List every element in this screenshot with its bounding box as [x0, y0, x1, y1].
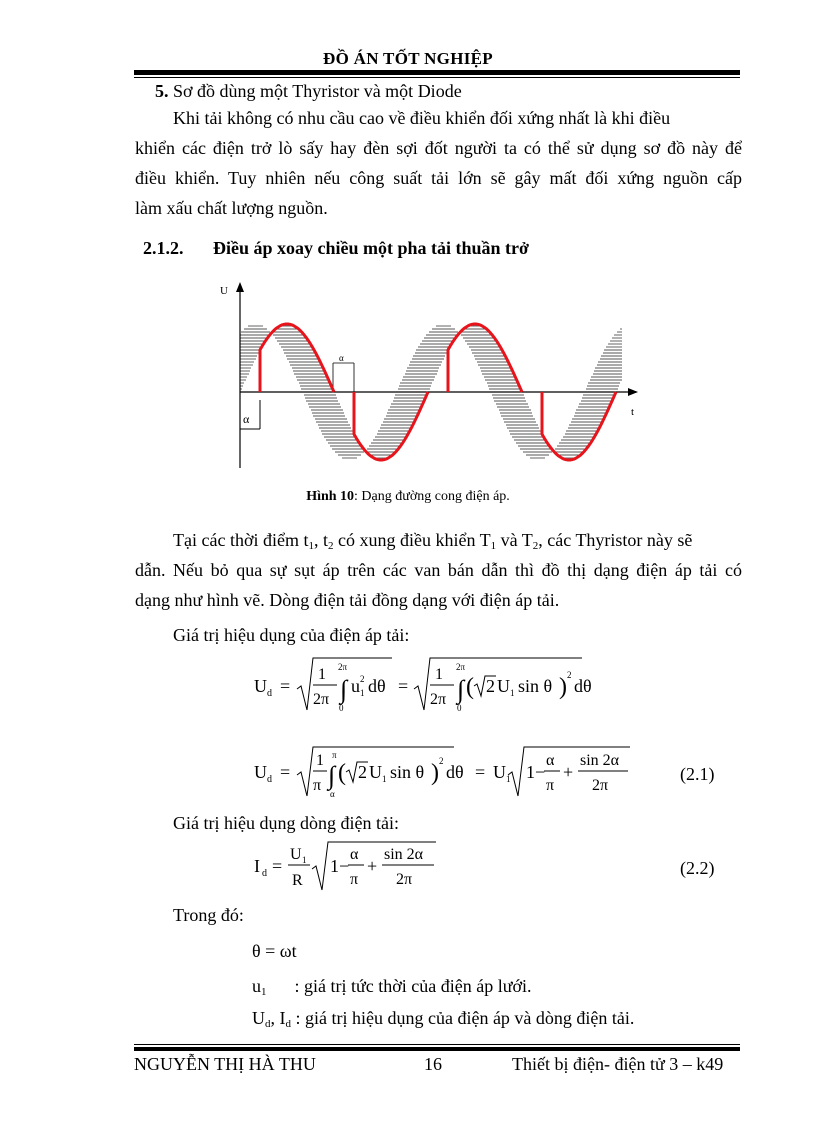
integral-upper-limit: 2π	[338, 662, 348, 672]
formula-symbol: U	[497, 676, 510, 696]
integral-lower-limit: 0	[457, 703, 462, 713]
subsection-title: Điều áp xoay chiều một pha tải thuần trở	[213, 238, 529, 258]
paragraph-1-line: Khi tải không có nhu cầu cao về điều khiển đối xứng nhất là khi điều	[173, 108, 671, 128]
formula-numerator: sin 2α	[384, 846, 424, 863]
alpha-label: α	[243, 412, 250, 426]
where-ud-id	[252, 1003, 634, 1033]
formula-paren-close: )	[431, 760, 439, 786]
integral-sign: ∫	[328, 761, 336, 790]
formula-symbol: U	[369, 762, 382, 782]
footer-author: NGUYỄN THỊ HÀ THU	[134, 1054, 316, 1074]
where-title: Trong đó:	[173, 905, 244, 925]
formula-numerator: α	[546, 752, 555, 769]
formula-symbol: U	[493, 762, 506, 782]
formula-subscript: 1	[302, 855, 307, 865]
alpha-marker-label: α	[339, 353, 344, 363]
formula-symbol: I	[254, 856, 260, 876]
formula-number: 2	[358, 762, 367, 782]
formula-dtheta: dθ	[446, 762, 464, 782]
t-axis-arrow	[628, 388, 638, 396]
formula-sin: sin θ	[390, 762, 425, 782]
u-axis-arrow	[236, 282, 244, 292]
formula-subscript: d	[267, 688, 272, 699]
subscript: 2	[532, 540, 539, 552]
subscript: 1	[308, 540, 314, 552]
where-u1	[252, 971, 532, 1001]
formula-equals: =	[280, 762, 291, 782]
paragraph-2-text: có xung điều khiển T	[333, 530, 491, 550]
section-5-number: 5.	[155, 81, 169, 101]
formula-3	[250, 840, 450, 898]
subscript: 2	[327, 540, 334, 552]
formula-numerator: U	[290, 846, 302, 863]
paragraph-1	[135, 103, 742, 223]
formula-superscript: 2	[360, 674, 365, 684]
formula-subscript: 1	[360, 688, 365, 698]
where-u1-desc: : giá trị tức thời của điện áp lưới.	[294, 976, 532, 996]
formula-paren-close: )	[559, 674, 567, 700]
formula-equals: =	[475, 762, 486, 782]
formula-symbol: U	[254, 762, 267, 782]
t-axis-label: t	[631, 406, 635, 418]
paragraph-2-text: Tại các thời điểm t	[173, 530, 309, 550]
integral-sign: ∫	[457, 675, 465, 704]
footer-page-number: 16	[424, 1054, 442, 1074]
formula-dtheta: dθ	[574, 676, 592, 696]
subsection-number: 2.1.2.	[143, 238, 184, 258]
paragraph-1-line: làm xấu chất lượng nguồn.	[135, 198, 328, 218]
formula-symbol: u	[351, 676, 360, 696]
formula-subscript: d	[267, 774, 272, 785]
formula-1	[250, 654, 610, 716]
formula-2	[250, 744, 660, 806]
section-5-heading	[155, 76, 462, 106]
integral-upper-limit: 2π	[456, 662, 466, 672]
formula-denominator: R	[292, 872, 303, 889]
footer-course: Thiết bị điện- điện tử 3 – k49	[512, 1054, 724, 1074]
figure-caption	[0, 489, 816, 505]
formula-superscript: 2	[567, 670, 572, 680]
paragraph-1-line: điều khiển. Tuy nhiên nếu công suất tải lớn sẽ gây mất đối xứng nguồn cấp	[135, 168, 742, 188]
formula-denominator: π	[313, 777, 322, 794]
header-rule-thick	[134, 70, 740, 75]
formula-dtheta: dθ	[368, 676, 386, 696]
paragraph-2	[135, 525, 742, 615]
equation-number-2-1: (2.1)	[680, 764, 715, 784]
formula-numerator: sin 2α	[580, 752, 620, 769]
page-header-title: ĐỒ ÁN TỐT NGHIỆP	[323, 49, 493, 68]
paragraph-2-text: , t	[313, 530, 328, 550]
paragraph-2-line: dạng như hình vẽ. Dòng điện tải đồng dạng với điện áp tải.	[135, 590, 560, 610]
paragraph-2-text: , các Thyristor này sẽ	[538, 530, 693, 550]
where-theta: θ = ωt	[252, 941, 297, 961]
formula-one-minus: 1−	[526, 762, 546, 782]
u-axis-label: U	[220, 285, 228, 297]
formula-subscript: 1	[506, 774, 511, 784]
section-5-title: Sơ đồ dùng một Thyristor và một Diode	[173, 81, 462, 101]
paragraph-2-line: dẫn. Nếu bỏ qua sự sụt áp trên các van bán dẫn thì đồ thị dạng điện áp tải có	[135, 560, 742, 580]
paragraph-2-text: và T	[496, 530, 533, 550]
subsection-heading	[143, 238, 529, 259]
formula-one-minus: 1−	[330, 856, 350, 876]
symbol-u: u	[252, 976, 261, 996]
formula-sin: sin θ	[518, 676, 553, 696]
paragraph-2-line	[135, 525, 742, 555]
formula-denominator: 2π	[313, 691, 330, 708]
voltage-waveform-figure	[210, 278, 650, 478]
formula-numerator: 1	[318, 666, 326, 683]
paragraph-1-line: khiển các điện trở lò sấy hay đèn sợi đốt người ta có thể sử dụng sơ đồ này để	[135, 138, 742, 158]
equation-number-2-2: (2.2)	[680, 858, 715, 878]
where-ud-desc: : giá trị hiệu dụng của điện áp và dòng điện tải.	[291, 1008, 635, 1028]
footer-rule-thin	[134, 1044, 740, 1045]
formula-symbol: U	[254, 676, 267, 696]
formula-equals: =	[280, 676, 291, 696]
formula-numerator: α	[350, 846, 359, 863]
formula-subscript: d	[262, 868, 267, 879]
figure-caption-text: : Dạng đường cong điện áp.	[354, 489, 510, 504]
formula-plus: +	[367, 856, 378, 876]
formula-denominator: π	[546, 777, 555, 794]
formula-equals: =	[398, 676, 409, 696]
formula-denominator: 2π	[430, 691, 447, 708]
figure-caption-label: Hình 10	[306, 489, 355, 504]
symbol-U: U	[252, 1008, 265, 1028]
integral-lower-limit: 0	[339, 703, 344, 713]
subscript: d	[265, 1018, 271, 1030]
formula-equals: =	[272, 856, 283, 876]
symbol-I: , I	[270, 1008, 286, 1028]
paragraph-3: Giá trị hiệu dụng của điện áp tải:	[173, 625, 410, 645]
formula-denominator: 2π	[396, 871, 413, 888]
formula-subscript: 1	[382, 774, 387, 784]
formula-numerator: 1	[435, 666, 443, 683]
formula-paren-open: (	[338, 760, 346, 786]
formula-subscript: 1	[510, 688, 515, 698]
formula-denominator: π	[350, 871, 359, 888]
footer-rule-thick	[134, 1047, 740, 1051]
formula-denominator: 2π	[592, 777, 609, 794]
subscript: 1	[490, 540, 497, 552]
formula-number: 2	[486, 676, 495, 696]
subscript: 1	[261, 986, 267, 998]
integral-lower-limit: α	[330, 789, 335, 799]
integral-upper-limit: π	[332, 750, 337, 760]
subscript: d	[285, 1018, 291, 1030]
integral-sign: ∫	[340, 675, 348, 704]
formula-paren-open: (	[466, 674, 474, 700]
paragraph-4: Giá trị hiệu dụng dòng điện tải:	[173, 813, 399, 833]
formula-plus: +	[563, 762, 574, 782]
formula-superscript: 2	[439, 756, 444, 766]
formula-numerator: 1	[316, 752, 324, 769]
